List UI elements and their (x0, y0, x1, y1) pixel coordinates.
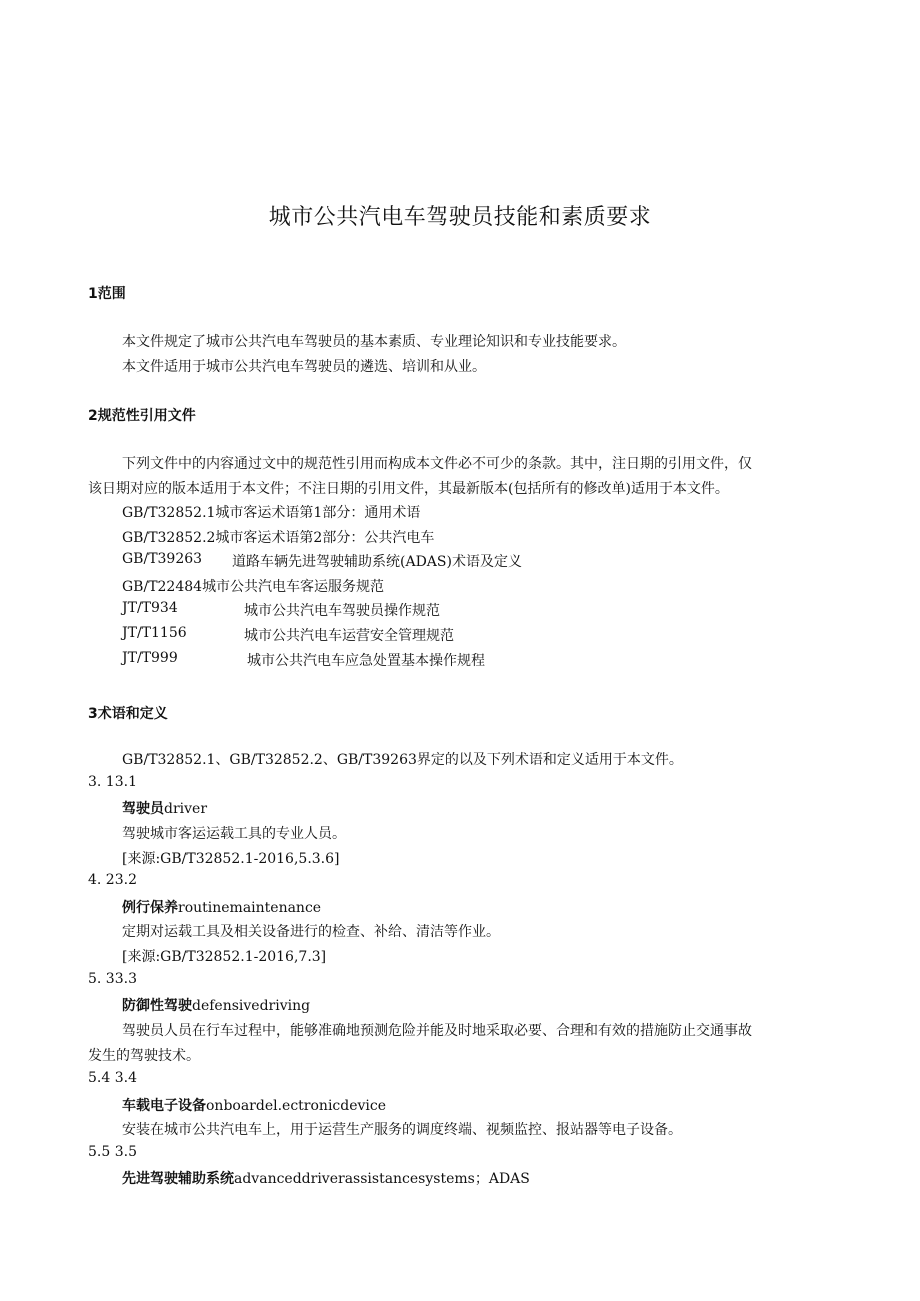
term-en: routinemaintenance (178, 900, 322, 916)
reference-code: GB/T32852.1城市客运术语第1部分：通用术语 (122, 505, 421, 521)
reference-item (122, 576, 384, 596)
reference-item (122, 650, 485, 669)
term-zh: 驾驶员 (122, 801, 164, 817)
reference-code: GB/T39263 (122, 551, 203, 567)
term-entry (122, 995, 310, 1015)
reference-name: 道路车辆先进驾驶辅助系统(ADAS)术语及定义 (232, 554, 522, 570)
reference-code: GB/T32852.2城市客运术语第2部分：公共汽电车 (122, 530, 435, 546)
paragraph: GB/T32852.1、GB/T32852.2、GB/T39263界定的以及下列术语和定义适用于本文件。 (122, 752, 683, 768)
term-entry (122, 798, 207, 818)
reference-item (122, 502, 420, 522)
reference-item (122, 551, 522, 570)
reference-code: GB/T22484城市公共汽电车客运服务规范 (122, 579, 385, 595)
term-zh: 先进驾驶辅助系统 (122, 1171, 234, 1187)
term-entry (122, 1168, 530, 1188)
term-source: [来源:GB/T32852.1-2016,5.3.6] (122, 851, 340, 867)
paragraph: 本文件规定了城市公共汽电车驾驶员的基本素质、专业理论知识和专业技能要求。 (122, 334, 626, 350)
term-number: 3. 13.1 (88, 774, 137, 790)
reference-name: 城市公共汽电车应急处置基本操作规程 (247, 653, 485, 669)
term-definition: 发生的驾驶技术。 (88, 1048, 200, 1064)
reference-item (122, 600, 440, 619)
reference-item (122, 527, 434, 547)
term-number: 5.5 3.5 (88, 1144, 137, 1160)
section-heading-scope: 1范围 (88, 286, 126, 302)
term-zh: 防御性驾驶 (122, 998, 192, 1014)
term-entry (122, 1095, 386, 1115)
term-definition: 定期对运载工具及相关设备进行的检查、补给、清洁等作业。 (122, 924, 500, 940)
term-en: driver (164, 801, 208, 817)
term-zh: 车载电子设备 (122, 1098, 206, 1114)
term-number: 5.4 3.4 (88, 1070, 137, 1086)
paragraph: 本文件适用于城市公共汽电车驾驶员的遴选、培训和从业。 (122, 359, 486, 375)
term-number: 5. 33.3 (88, 971, 137, 987)
reference-code: JT/T1156 (122, 625, 187, 641)
term-number: 4. 23.2 (88, 872, 137, 888)
term-definition: 驾驶城市客运运载工具的专业人员。 (122, 826, 346, 842)
paragraph: 下列文件中的内容通过文中的规范性引用而构成本文件必不可少的条款。其中，注日期的引用文件，仅 (122, 456, 752, 472)
term-en: defensivedriving (192, 998, 311, 1014)
term-entry (122, 897, 321, 917)
section-heading-terms: 3术语和定义 (88, 706, 168, 722)
term-en: advanceddriverassistancesystems；ADAS (234, 1171, 530, 1187)
reference-name: 城市公共汽电车驾驶员操作规范 (244, 603, 440, 619)
reference-item (122, 625, 454, 644)
term-definition: 驾驶员人员在行车过程中，能够准确地预测危险并能及时地采取必要、合理和有效的措施防止交通事故 (122, 1023, 752, 1039)
reference-code: JT/T934 (122, 600, 178, 616)
document-title: 城市公共汽电车驾驶员技能和素质要求 (268, 205, 652, 230)
term-zh: 例行保养 (122, 900, 178, 916)
reference-code: JT/T999 (122, 650, 178, 666)
term-source: [来源:GB/T32852.1-2016,7.3] (122, 949, 327, 965)
term-definition: 安装在城市公共汽电车上，用于运营生产服务的调度终端、视频监控、报站器等电子设备。 (122, 1122, 682, 1138)
reference-name: 城市公共汽电车运营安全管理规范 (244, 628, 454, 644)
term-en: onboardel.ectronicdevice (206, 1098, 387, 1114)
section-heading-normative-references: 2规范性引用文件 (88, 408, 196, 424)
paragraph: 该日期对应的版本适用于本文件；不注日期的引用文件，其最新版本(包括所有的修改单)适用于本文件。 (88, 481, 729, 497)
